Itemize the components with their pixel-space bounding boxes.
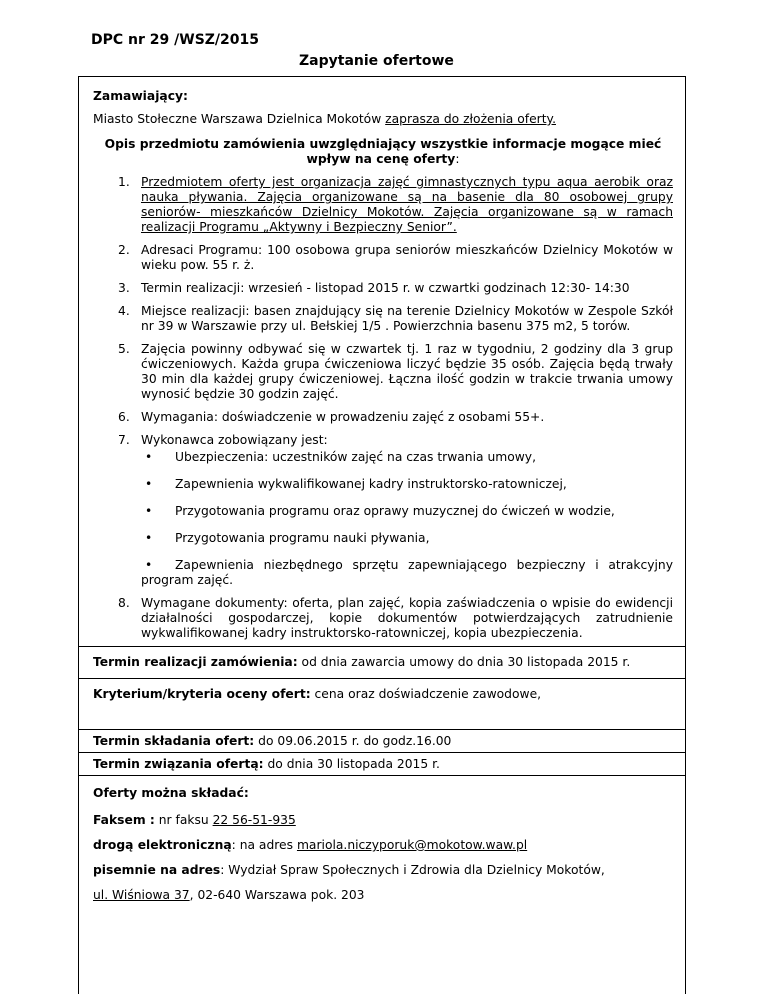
mail-label: pisemnie na adres — [93, 863, 221, 877]
list-item-text: Wykonawca zobowiązany jest: — [141, 433, 328, 447]
deadline-label: Termin realizacji zamówienia: — [93, 655, 298, 669]
submission-value: do 09.06.2015 r. do godz.16.00 — [254, 734, 452, 748]
duty-item: • Zapewnienia wykwalifikowanej kadry instruktorsko-ratowniczej, — [141, 477, 673, 492]
mail-line — [93, 863, 673, 878]
list-item-text: Wymagania: doświadczenie w prowadzeniu zajęć z osobami 55+. — [141, 410, 545, 424]
criteria-section — [78, 678, 686, 730]
contact-section — [78, 775, 686, 994]
deadline-section — [78, 646, 686, 679]
document-id: DPC nr 29 /WSZ/2015 — [91, 32, 259, 48]
fax-label: Faksem : — [93, 813, 155, 827]
description-heading — [93, 137, 673, 167]
orderer-intro — [93, 112, 673, 127]
list-item — [93, 342, 673, 402]
list-item-number: 8 . — [118, 596, 130, 611]
list-item — [93, 304, 673, 334]
list-item-text: Przedmiotem oferty jest organizacja zajęć gimnastycznych typu aqua aerobik oraz nauka pływania. Zajęcia organizowane są na basenie dla 80 osobowej grupy seniorów- mieszkańców Dzielnicy Mokotów. Zajęcia organizowane są w ramach realizacji Programu „Aktywny i Bezpieczny Senior”. — [141, 175, 673, 234]
orderer-label: Zamawiający: — [93, 89, 188, 103]
criteria-value: cena oraz doświadczenie zawodowe, — [310, 687, 542, 701]
list-item — [93, 243, 673, 273]
list-item-number: 2 . — [118, 243, 130, 258]
list-item-text: Miejsce realizacji: basen znajdujący się na terenie Dzielnicy Mokotów w Zespole Szkół nr 39 w Warszawie przy ul. Bełskiej 1/5 . Powierzchnia basenu 375 m2, 5 torów. — [141, 304, 673, 333]
list-item — [93, 281, 673, 296]
street-link[interactable]: ul. Wiśniowa 37 — [93, 888, 190, 902]
fax-number-link[interactable]: 22 56-51-935 — [212, 813, 296, 827]
mail-text: : Wydział Spraw Społecznych i Zdrowia dla Dzielnicy Mokotów, — [220, 863, 605, 877]
binding-label: Termin związania ofertą: — [93, 757, 264, 771]
email-label: drogą elektroniczną — [93, 838, 232, 852]
list-item — [93, 175, 673, 235]
binding-section — [78, 752, 686, 776]
list-item-text: Termin realizacji: wrzesień - listopad 2015 r. w czwartki godzinach 12:30- 14:30 — [141, 281, 630, 295]
list-item-text: Adresaci Programu: 100 osobowa grupa seniorów mieszkańców Dzielnicy Mokotów w wieku pow. 55 r. ż. — [141, 243, 673, 272]
list-item-number: 7 . — [118, 433, 130, 448]
duty-item: • Ubezpieczenia: uczestników zajęć na czas trwania umowy, — [141, 450, 673, 465]
requirements-list — [93, 175, 673, 641]
document-title: Zapytanie ofertowe — [299, 53, 454, 69]
submission-label: Termin składania ofert: — [93, 734, 255, 748]
fax-line — [93, 813, 673, 828]
description-section — [78, 76, 686, 647]
email-line — [93, 838, 673, 853]
deadline-value: od dnia zawarcia umowy do dnia 30 listopada 2015 r. — [297, 655, 631, 669]
list-item-number: 1 . — [118, 175, 130, 190]
duties-list — [141, 450, 673, 588]
binding-value: do dnia 30 listopada 2015 r. — [263, 757, 440, 771]
email-prefix: : na adres — [231, 838, 297, 852]
duty-item: • Przygotowania programu nauki pływania, — [141, 531, 673, 546]
description-heading-colon: : — [455, 152, 460, 166]
list-item — [93, 433, 673, 588]
list-item — [93, 410, 673, 425]
duty-item: • Przygotowania programu oraz oprawy muzycznej do ćwiczeń w wodzie, — [141, 504, 673, 519]
contact-label: Oferty można składać: — [93, 786, 249, 800]
address-line — [93, 888, 673, 903]
list-item-number: 4 . — [118, 304, 130, 319]
email-link[interactable]: mariola.niczyporuk@mokotow.waw.pl — [296, 838, 528, 852]
city-text: , 02-640 Warszawa pok. 203 — [189, 888, 365, 902]
orderer-intro-text: Miasto Stołeczne Warszawa Dzielnica Mokotów — [93, 112, 386, 126]
criteria-label: Kryterium/kryteria oceny ofert: — [93, 687, 311, 701]
submission-section — [78, 729, 686, 753]
list-item-number: 3 . — [118, 281, 130, 296]
description-heading-text: Opis przedmiotu zamówienia uwzględniający wszystkie informacje mogące mieć wpływ na cenę oferty — [104, 137, 662, 166]
invitation-link[interactable]: zaprasza do złożenia oferty. — [385, 112, 556, 126]
duty-item-line: • Zapewnienia niezbędnego sprzętu zapewniającego bezpieczny i atrakcyjny — [175, 558, 673, 572]
duty-item — [141, 558, 673, 588]
list-item — [93, 596, 673, 641]
list-item-number: 6 . — [118, 410, 130, 425]
duty-item-line: program zajęć. — [141, 573, 234, 587]
list-item-number: 5 . — [118, 342, 130, 357]
list-item-text: Wymagane dokumenty: oferta, plan zajęć, kopia zaświadczenia o wpisie do ewidencji działalności gospodarczej, kopie dokumentów potwierdzających zatrudnienie wykwalifikowanej kadry instruktorsko-ratowniczej, kopia ubezpieczenia. — [141, 596, 673, 640]
fax-prefix: nr faksu — [154, 813, 213, 827]
list-item-text: Zajęcia powinny odbywać się w czwartek tj. 1 raz w tygodniu, 2 godziny dla 3 grup ćwiczeniowych. Każda grupa ćwiczeniowa liczyć będzie 35 osób. Zajęcia będą trwały 30 min dla każdej grupy ćwiczeniowej. Łączna ilość godzin w trakcie trwania umowy wynosić będzie 30 godzin zajęć. — [141, 342, 673, 401]
